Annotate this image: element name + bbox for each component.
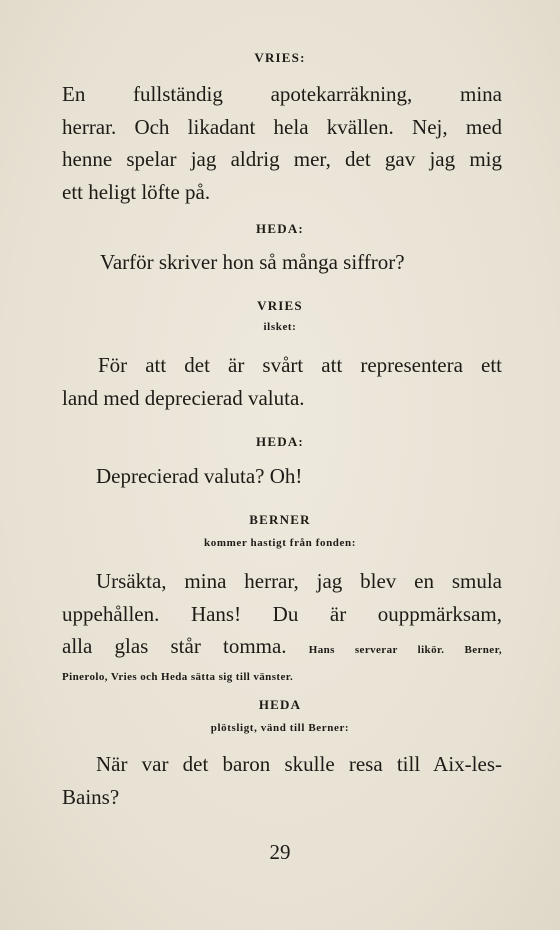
dialogue-line: herrar. Och likadant hela kvällen. Nej, med	[62, 114, 502, 139]
stage-direction: kommer hastigt från fonden:	[204, 537, 356, 549]
speaker-name: VRIES:	[254, 50, 306, 65]
dialogue-line: När var det baron skulle resa till Aix-les-	[96, 752, 502, 776]
stage-direction: plötsligt, vänd till Berner:	[210, 722, 350, 734]
dialogue-paragraph	[62, 78, 502, 208]
dialogue-line: land med deprecierad valuta.	[62, 385, 305, 410]
dialogue-line: Deprecierad valuta? Oh!	[96, 464, 303, 488]
dialogue-line: Ursäkta, mina herrar, jag blev en smula	[96, 569, 502, 593]
dialogue-paragraph	[100, 246, 500, 279]
inline-stage-direction: Hans serverar likör. Berner,	[308, 644, 502, 656]
dialogue-paragraph	[62, 748, 502, 813]
dialogue-line: Varför skriver hon så många siffror?	[100, 250, 405, 274]
dialogue-line-with-direction	[62, 630, 502, 667]
speaker-name: HEDA	[258, 697, 302, 712]
dialogue-line: Bains?	[62, 784, 120, 809]
speaker-name: VRIES	[257, 298, 303, 313]
stage-direction-continuation: Pinerolo, Vries och Heda sätta sig till vänster.	[62, 670, 294, 683]
speaker-name: HEDA:	[256, 434, 304, 449]
dialogue-paragraph	[62, 565, 502, 687]
stage-direction: ilsket:	[263, 321, 297, 333]
dialogue-line: henne spelar jag aldrig mer, det gav jag mig	[62, 147, 502, 171]
dialogue-text: alla glas står tomma.	[62, 634, 287, 658]
dialogue-line: En fullständig apotekarräkning, mina	[62, 82, 502, 106]
dialogue-paragraph	[62, 349, 502, 414]
page-number: 29	[269, 840, 291, 864]
speaker-name: BERNER	[249, 512, 311, 527]
dialogue-line: För att det är svårt att representera ett	[98, 353, 502, 377]
dialogue-line: uppehållen. Hans! Du är ouppmärksam,	[62, 601, 502, 626]
speaker-name: HEDA:	[256, 221, 304, 236]
dialogue-line: ett heligt löfte på.	[62, 179, 211, 204]
dialogue-paragraph	[96, 460, 496, 493]
